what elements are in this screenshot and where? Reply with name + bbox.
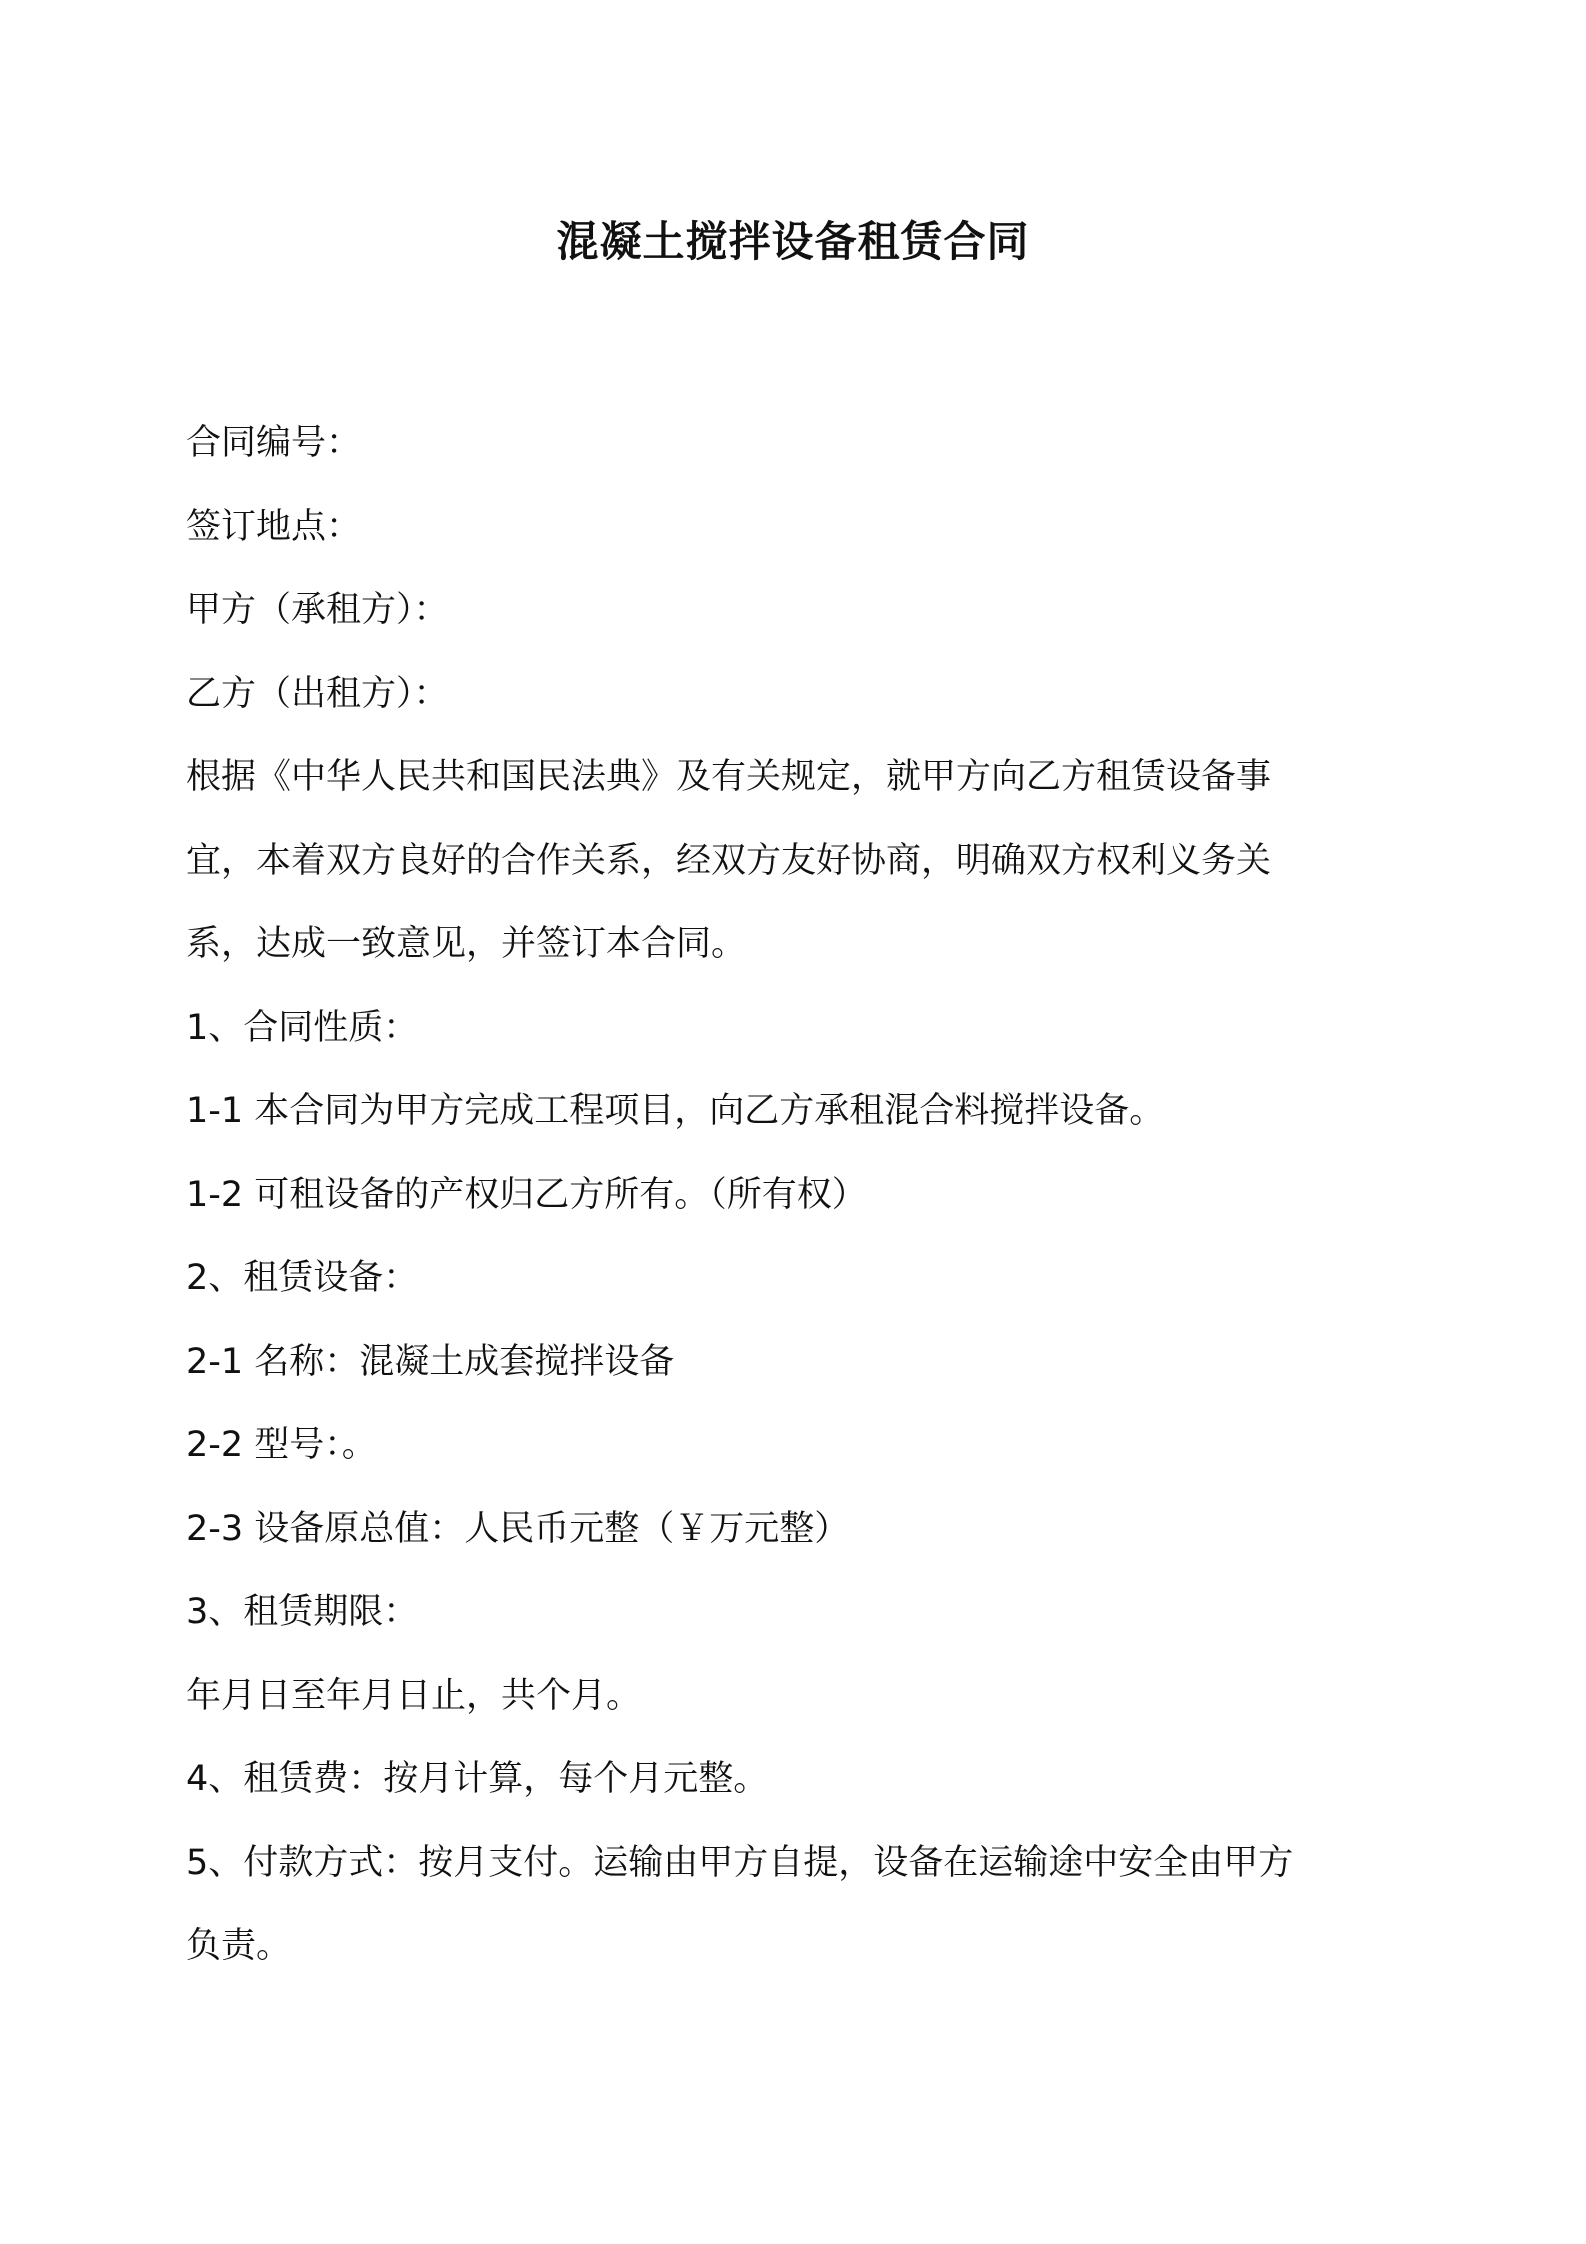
section-3-heading: 3、租赁期限：	[186, 1592, 419, 1632]
contract-number-line: 合同编号：	[186, 423, 362, 463]
document-title: 混凝土搅拌设备租赁合同	[556, 217, 1030, 266]
party-a-line: 甲方（承租方）：	[186, 590, 449, 630]
lease-period-line: 年月日至年月日止，共个月。	[186, 1675, 642, 1716]
section-4-rent-line: 4、租赁费：按月计算，每个月元整。	[186, 1759, 769, 1799]
clause-1-2: 1-2 可租设备的产权归乙方所有。（所有权）	[186, 1174, 867, 1215]
clause-2-2: 2-2 型号：。	[186, 1425, 377, 1465]
document-body	[186, 402, 1400, 1989]
section-5-payment-line-1: 5、付款方式：按月支付。运输由甲方自提，设备在运输途中安全由甲方	[186, 1842, 1294, 1883]
section-2-heading: 2、租赁设备：	[186, 1258, 419, 1298]
section-5-payment-line-2: 负责。	[186, 1926, 292, 1966]
clause-2-3: 2-3 设备原总值：人民币元整（￥万元整）	[186, 1508, 850, 1549]
preamble-line-3: 系，达成一致意见，并签订本合同。	[186, 924, 747, 964]
preamble-line-2: 宜，本着双方良好的合作关系，经双方友好协商，明确双方权利义务关	[186, 840, 1272, 881]
party-b-line: 乙方（出租方）：	[186, 673, 449, 714]
clause-2-1: 2-1 名称：混凝土成套搅拌设备	[186, 1341, 675, 1382]
signing-location-line: 签订地点：	[186, 506, 362, 547]
section-1-heading: 1、合同性质：	[186, 1007, 419, 1048]
clause-1-1: 1-1 本合同为甲方完成工程项目，向乙方承租混合料搅拌设备。	[186, 1091, 1165, 1131]
preamble-line-1: 根据《中华人民共和国民法典》及有关规定，就甲方向乙方租赁设备事	[186, 757, 1272, 797]
